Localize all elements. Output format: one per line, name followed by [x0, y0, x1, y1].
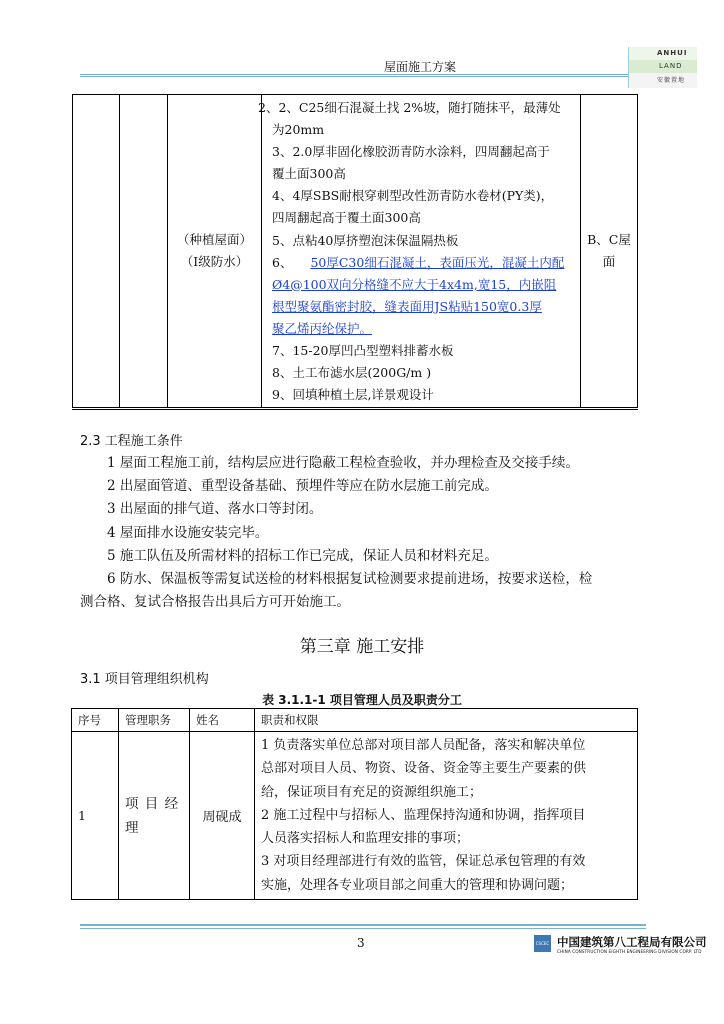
applicable-roof-line2: 面 — [602, 254, 616, 269]
step-line: 为20mm — [272, 122, 325, 138]
waterproof-grade-label: （Ⅰ级防水） — [180, 254, 249, 269]
roof-layers-table — [72, 94, 638, 410]
applicable-roof-cell — [581, 95, 638, 409]
table-caption: 表 3.1.1-1 项目管理人员及职责分工 — [262, 693, 462, 707]
step-line: 3、2.0厚非固化橡胶沥青防水涂料，四周翻起高于 — [272, 144, 550, 160]
staff-duties-table — [71, 708, 638, 900]
condition-item: 5 施工队伍及所需材料的招标工作已完成，保证人员和材料充足。 — [107, 547, 498, 564]
row-duties — [255, 732, 638, 900]
step-line: 2、2、C25细石混凝土找 2%坡，随打随抹平，最薄处 — [258, 100, 561, 115]
section-3-1-heading: 3.1 项目管理组织机构 — [80, 672, 209, 687]
roof-type-label: （种植屋面） — [176, 232, 252, 247]
step-line: 7、15-20厚凹凸型塑料排蓄水板 — [272, 343, 454, 359]
step-line: 4、4厚SBS耐根穿刺型改性沥青防水卷材(PY类)， — [272, 188, 554, 204]
row-role: 项 目 经 理 — [119, 732, 190, 900]
duty-line: 3 对项目经理部进行有效的监管，保证总承包管理的有效 — [261, 854, 586, 870]
section-2-3-body — [80, 452, 640, 614]
condition-item: 1 屋面工程施工前，结构层应进行隐蔽工程检查验收，并办理检查及交接手续。 — [107, 455, 579, 471]
page-number: 3 — [357, 936, 365, 950]
col-header-no: 序号 — [72, 709, 119, 732]
header-rule-2 — [80, 76, 628, 77]
col-header-duties: 职责和权限 — [255, 709, 638, 732]
step-line: 覆土面300高 — [272, 166, 346, 182]
col-header-role: 管理职务 — [119, 709, 190, 732]
roof-type-cell — [168, 95, 262, 409]
footer-rule-2 — [80, 928, 646, 929]
chapter-title: 第三章 施工安排 — [299, 637, 425, 657]
duty-line: 人员落实招标人和监理安排的事项； — [261, 831, 470, 847]
applicable-roof-line1: B、C屋 — [587, 232, 631, 247]
duty-line: 给，保证项目有充足的资源组织施工； — [261, 784, 483, 800]
cscec-logo: CSCEC — [534, 935, 551, 952]
company-name-en: CHINA CONSTRUCTION EIGHTH ENGINEERING DIVISION CORP. LTD — [557, 949, 702, 954]
step-6-number: 6、 — [272, 254, 293, 270]
step-6-link-text[interactable]: Ø4@100双向分格缝不应大于4x4m,宽15，内嵌阻 — [272, 276, 557, 292]
step-line: 四周翻起高于覆土面300高 — [272, 210, 421, 226]
row-no: 1 — [72, 732, 119, 900]
row-name: 周砚成 — [190, 732, 255, 900]
condition-item: 3 出屋面的排气道、落水口等封闭。 — [107, 501, 323, 518]
step-6-link-text[interactable]: 聚乙烯丙纶保护。 — [272, 320, 373, 336]
condition-item: 6 防水、保温板等需复试送检的材料根据复试检测要求提前进场，按要求送检，检 — [107, 571, 593, 588]
duty-line: 实施，处理各专业项目部之间重大的管理和协调问题； — [261, 877, 574, 893]
page-header-title: 屋面施工方案 — [384, 60, 457, 74]
condition-item: 4 屋面排水设施安装完毕。 — [107, 524, 269, 541]
duty-line: 总部对项目人员、物资、设备、资金等主要生产要素的供 — [261, 761, 587, 777]
step-line: 8、土工布滤水层(200G/m ) — [272, 365, 432, 381]
step-6-link-text[interactable]: 50厚C30细石混凝土，表面压光，混凝土内配 — [310, 254, 565, 270]
logo-text-mid: LAND — [659, 62, 683, 70]
footer-rule — [80, 924, 646, 926]
logo-text-top: ANHUI — [657, 49, 688, 57]
layer-steps-cell — [258, 95, 581, 409]
step-6-line — [272, 252, 580, 274]
duty-line: 2 施工过程中与招标人、监理保持沟通和协调，指挥项目 — [261, 807, 586, 823]
step-6-link-text[interactable]: 根型聚氨酯密封胶，缝表面用JS粘贴150宽0.3厚 — [272, 298, 542, 314]
layer-steps-list — [258, 95, 580, 406]
step-line: 9、回填种植土层,详景观设计 — [272, 387, 434, 403]
section-2-3-heading: 2.3 工程施工条件 — [80, 434, 183, 449]
condition-item: 2 出屋面管道、重型设备基础、预埋件等应在防水层施工前完成。 — [107, 478, 498, 495]
condition-item-continuation: 测合格、复试合格报告出具后方可开始施工。 — [80, 594, 350, 611]
table-row — [72, 732, 638, 900]
duty-line: 1 负责落实单位总部对项目部人员配备，落实和解决单位 — [261, 738, 586, 753]
company-name-cn: 中国建筑第八工程局有限公司 — [557, 935, 707, 949]
empty-cell-1 — [73, 95, 120, 409]
logo-text-bottom: 安徽置地 — [657, 77, 686, 84]
header-rule — [80, 74, 628, 75]
anhui-land-logo — [628, 47, 697, 88]
col-header-name: 姓名 — [190, 709, 255, 732]
step-line: 5、点粘40厚挤塑泡沫保温隔热板 — [272, 232, 459, 248]
empty-cell-2 — [120, 95, 168, 409]
